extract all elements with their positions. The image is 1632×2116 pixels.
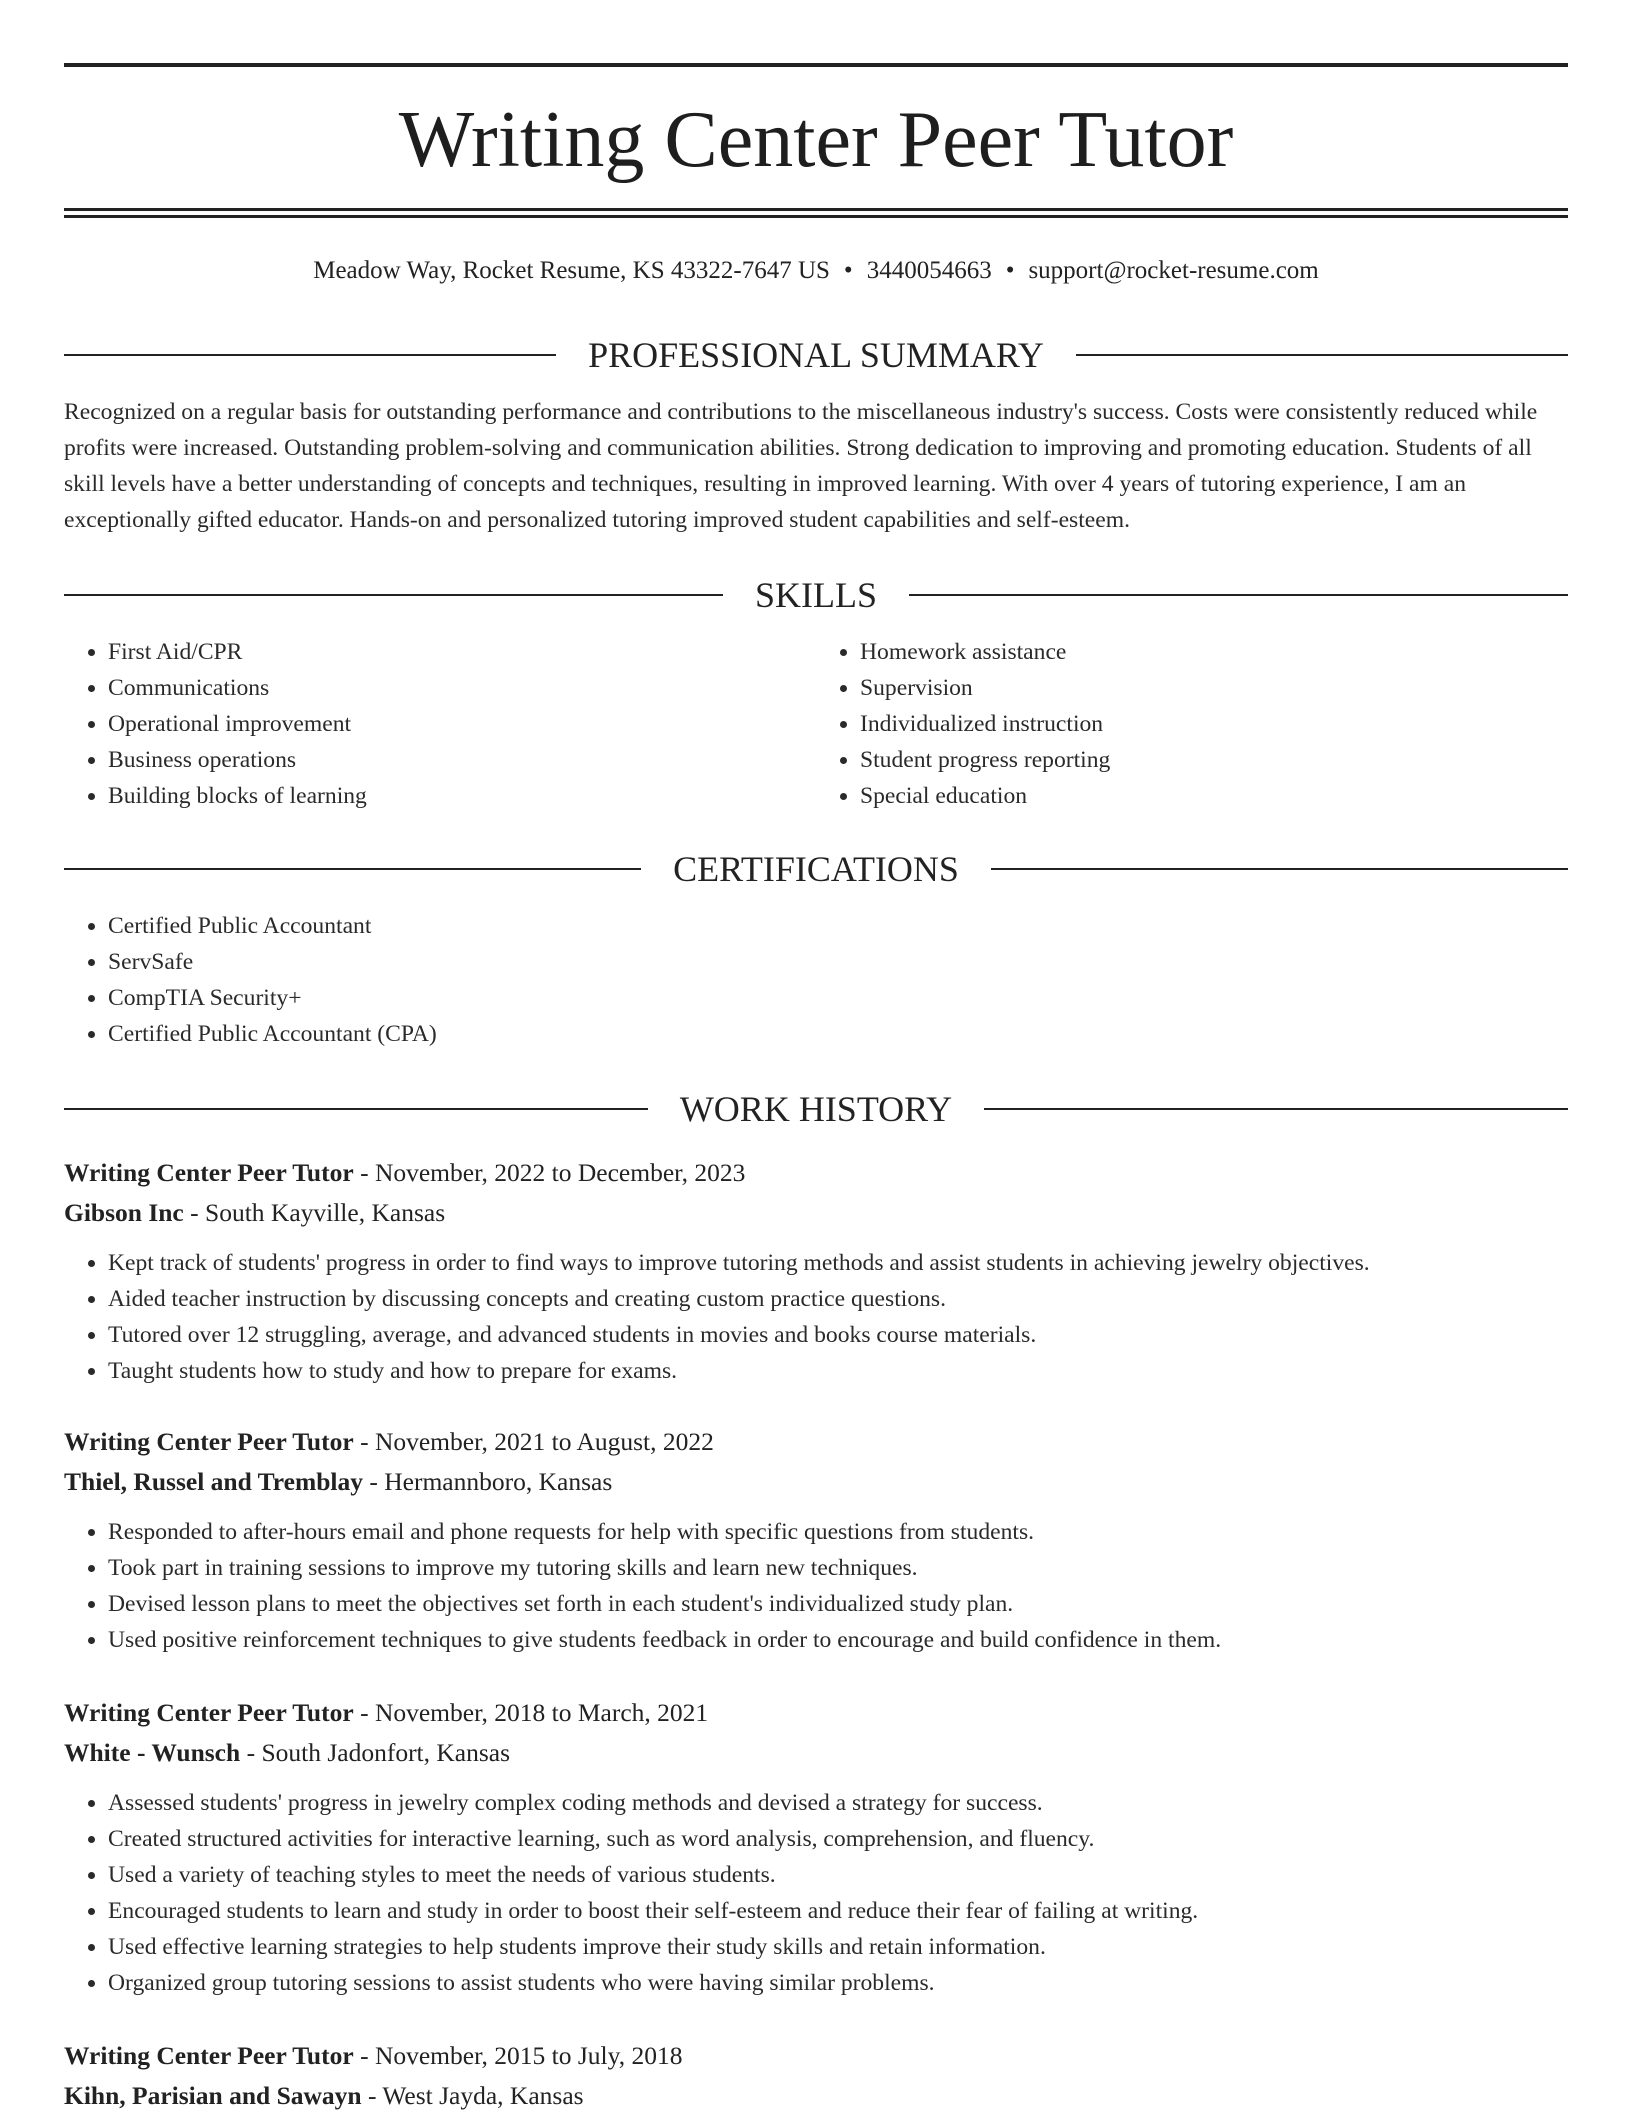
title-double-rule	[64, 208, 1568, 218]
skill-item: • Homework assistance	[860, 634, 1568, 670]
job-location: West Jayda, Kansas	[382, 2081, 584, 2110]
job-bullet: • Used positive reinforcement techniques to give students feedback in order to encourage and build confidence in them.	[108, 1622, 1568, 1658]
job-bullets	[64, 1245, 1568, 1389]
job-location: South Kayville, Kansas	[205, 1198, 446, 1227]
job-dash: -	[240, 1738, 262, 1767]
work-history-section	[64, 1086, 1568, 1132]
job-dash: -	[353, 1158, 375, 1187]
skills-columns	[64, 634, 1568, 814]
job-entry	[64, 1153, 1568, 1389]
summary-section	[64, 332, 1568, 538]
summary-text: Recognized on a regular basis for outstanding performance and contributions to the miscellaneous industry's success. Costs were consistently reduced while profits were increased. Outstanding problem-solving and communication abilities. Strong dedication to improving and promoting education. Students of all skill levels have a better understanding of concepts and techniques, resulting in improved learning. With over 4 years of tutoring experience, I am an exceptionally gifted educator. Hands-on and personalized tutoring improved student capabilities and self-esteem.	[64, 399, 1538, 533]
job-dates: November, 2021 to August, 2022	[374, 1427, 714, 1456]
job-entry	[64, 1693, 1568, 2001]
job-dash: -	[353, 1427, 375, 1456]
certification-item: • Certified Public Accountant (CPA)	[108, 1016, 1568, 1052]
job-dates: November, 2022 to December, 2023	[374, 1158, 746, 1187]
job-bullets	[64, 1514, 1568, 1658]
work-heading: WORK HISTORY	[679, 1089, 953, 1129]
job-bullet: • Took part in training sessions to improve my tutoring skills and learn new techniques.	[108, 1550, 1568, 1586]
section-heading	[64, 846, 1568, 892]
job-bullet: • Responded to after-hours email and phone requests for help with specific questions from students.	[108, 1514, 1568, 1550]
job-bullet: • Created structured activities for interactive learning, such as word analysis, comprehension, and fluency.	[108, 1821, 1568, 1857]
job-dash: -	[353, 1698, 375, 1727]
contact-line	[64, 254, 1568, 288]
job-title: Writing Center Peer Tutor	[64, 1698, 354, 1727]
certifications-list	[64, 908, 1568, 1052]
certifications-heading: CERTIFICATIONS	[673, 849, 959, 889]
job-bullet: • Kept track of students' progress in order to find ways to improve tutoring methods and assist students in achieving jewelry objectives.	[108, 1245, 1568, 1281]
skills-list-left	[64, 634, 816, 814]
job-title: Writing Center Peer Tutor	[64, 1427, 354, 1456]
skills-list-right	[816, 634, 1568, 814]
job-bullet: • Encouraged students to learn and study in order to boost their self-esteem and reduce their fear of failing at writing.	[108, 1893, 1568, 1929]
job-title-line	[64, 1422, 1568, 1462]
job-bullet: • Used effective learning strategies to help students improve their study skills and retain information.	[108, 1929, 1568, 1965]
section-heading	[64, 572, 1568, 618]
job-dash: -	[183, 1198, 206, 1227]
top-rule	[64, 63, 1568, 67]
job-location: South Jadonfort, Kansas	[261, 1738, 511, 1767]
job-title-line	[64, 1693, 1568, 1733]
job-bullet: • Assessed students' progress in jewelry complex coding methods and devised a strategy for success.	[108, 1785, 1568, 1821]
contact-email[interactable]: support@rocket-resume.com	[1028, 257, 1319, 284]
job-title-line	[64, 2036, 1568, 2076]
job-bullet: • Devised lesson plans to meet the objectives set forth in each student's individualized study plan.	[108, 1586, 1568, 1622]
job-company-line	[64, 1733, 1568, 1773]
skill-item: • Business operations	[108, 742, 816, 778]
job-location: Hermannboro, Kansas	[384, 1467, 613, 1496]
job-company: Gibson Inc	[64, 1198, 184, 1227]
contact-phone[interactable]: 3440054663	[866, 257, 992, 284]
job-bullet: • Tutored over 12 struggling, average, and advanced students in movies and books course materials.	[108, 1317, 1568, 1353]
job-company-line	[64, 1462, 1568, 1502]
job-dates: November, 2015 to July, 2018	[374, 2041, 683, 2070]
skills-section	[64, 572, 1568, 814]
skill-item: • First Aid/CPR	[108, 634, 816, 670]
job-bullet: • Used a variety of teaching styles to meet the needs of various students.	[108, 1857, 1568, 1893]
job-title: Writing Center Peer Tutor	[64, 1158, 354, 1187]
job-title: Writing Center Peer Tutor	[64, 2041, 354, 2070]
job-dash: -	[361, 2081, 383, 2110]
skill-item: • Student progress reporting	[860, 742, 1568, 778]
skill-item: • Individualized instruction	[860, 706, 1568, 742]
job-entry	[64, 1422, 1568, 1658]
skills-heading: SKILLS	[755, 575, 878, 615]
contact-separator: •	[843, 257, 853, 284]
skill-item: • Special education	[860, 778, 1568, 814]
job-bullet: • Organized group tutoring sessions to assist students who were having similar problems.	[108, 1965, 1568, 2001]
certification-item: • ServSafe	[108, 944, 1568, 980]
job-dash: -	[353, 2041, 375, 2070]
job-dates: November, 2018 to March, 2021	[374, 1698, 709, 1727]
section-heading	[64, 1086, 1568, 1132]
job-company: Thiel, Russel and Tremblay	[64, 1467, 363, 1496]
contact-separator: •	[1005, 257, 1015, 284]
job-company: Kihn, Parisian and Sawayn	[64, 2081, 362, 2110]
job-bullets	[64, 1785, 1568, 2001]
certification-item: • CompTIA Security+	[108, 980, 1568, 1016]
summary-heading: PROFESSIONAL SUMMARY	[588, 335, 1044, 375]
job-company: White - Wunsch	[64, 1738, 241, 1767]
contact-address: Meadow Way, Rocket Resume, KS 43322-7647 US	[313, 257, 830, 284]
job-company-line	[64, 1193, 1568, 1233]
job-bullet: • Taught students how to study and how to prepare for exams.	[108, 1353, 1568, 1389]
skill-item: • Communications	[108, 670, 816, 706]
skill-item: • Building blocks of learning	[108, 778, 816, 814]
job-entry	[64, 2036, 1568, 2116]
job-title-line	[64, 1153, 1568, 1193]
job-bullet: • Aided teacher instruction by discussing concepts and creating custom practice questions.	[108, 1281, 1568, 1317]
job-company-line	[64, 2076, 1568, 2116]
skill-item: • Supervision	[860, 670, 1568, 706]
certification-item: • Certified Public Accountant	[108, 908, 1568, 944]
certifications-section	[64, 846, 1568, 1052]
resume-title: Writing Center Peer Tutor	[398, 96, 1234, 184]
section-heading	[64, 332, 1568, 378]
job-dash: -	[362, 1467, 385, 1496]
skill-item: • Operational improvement	[108, 706, 816, 742]
